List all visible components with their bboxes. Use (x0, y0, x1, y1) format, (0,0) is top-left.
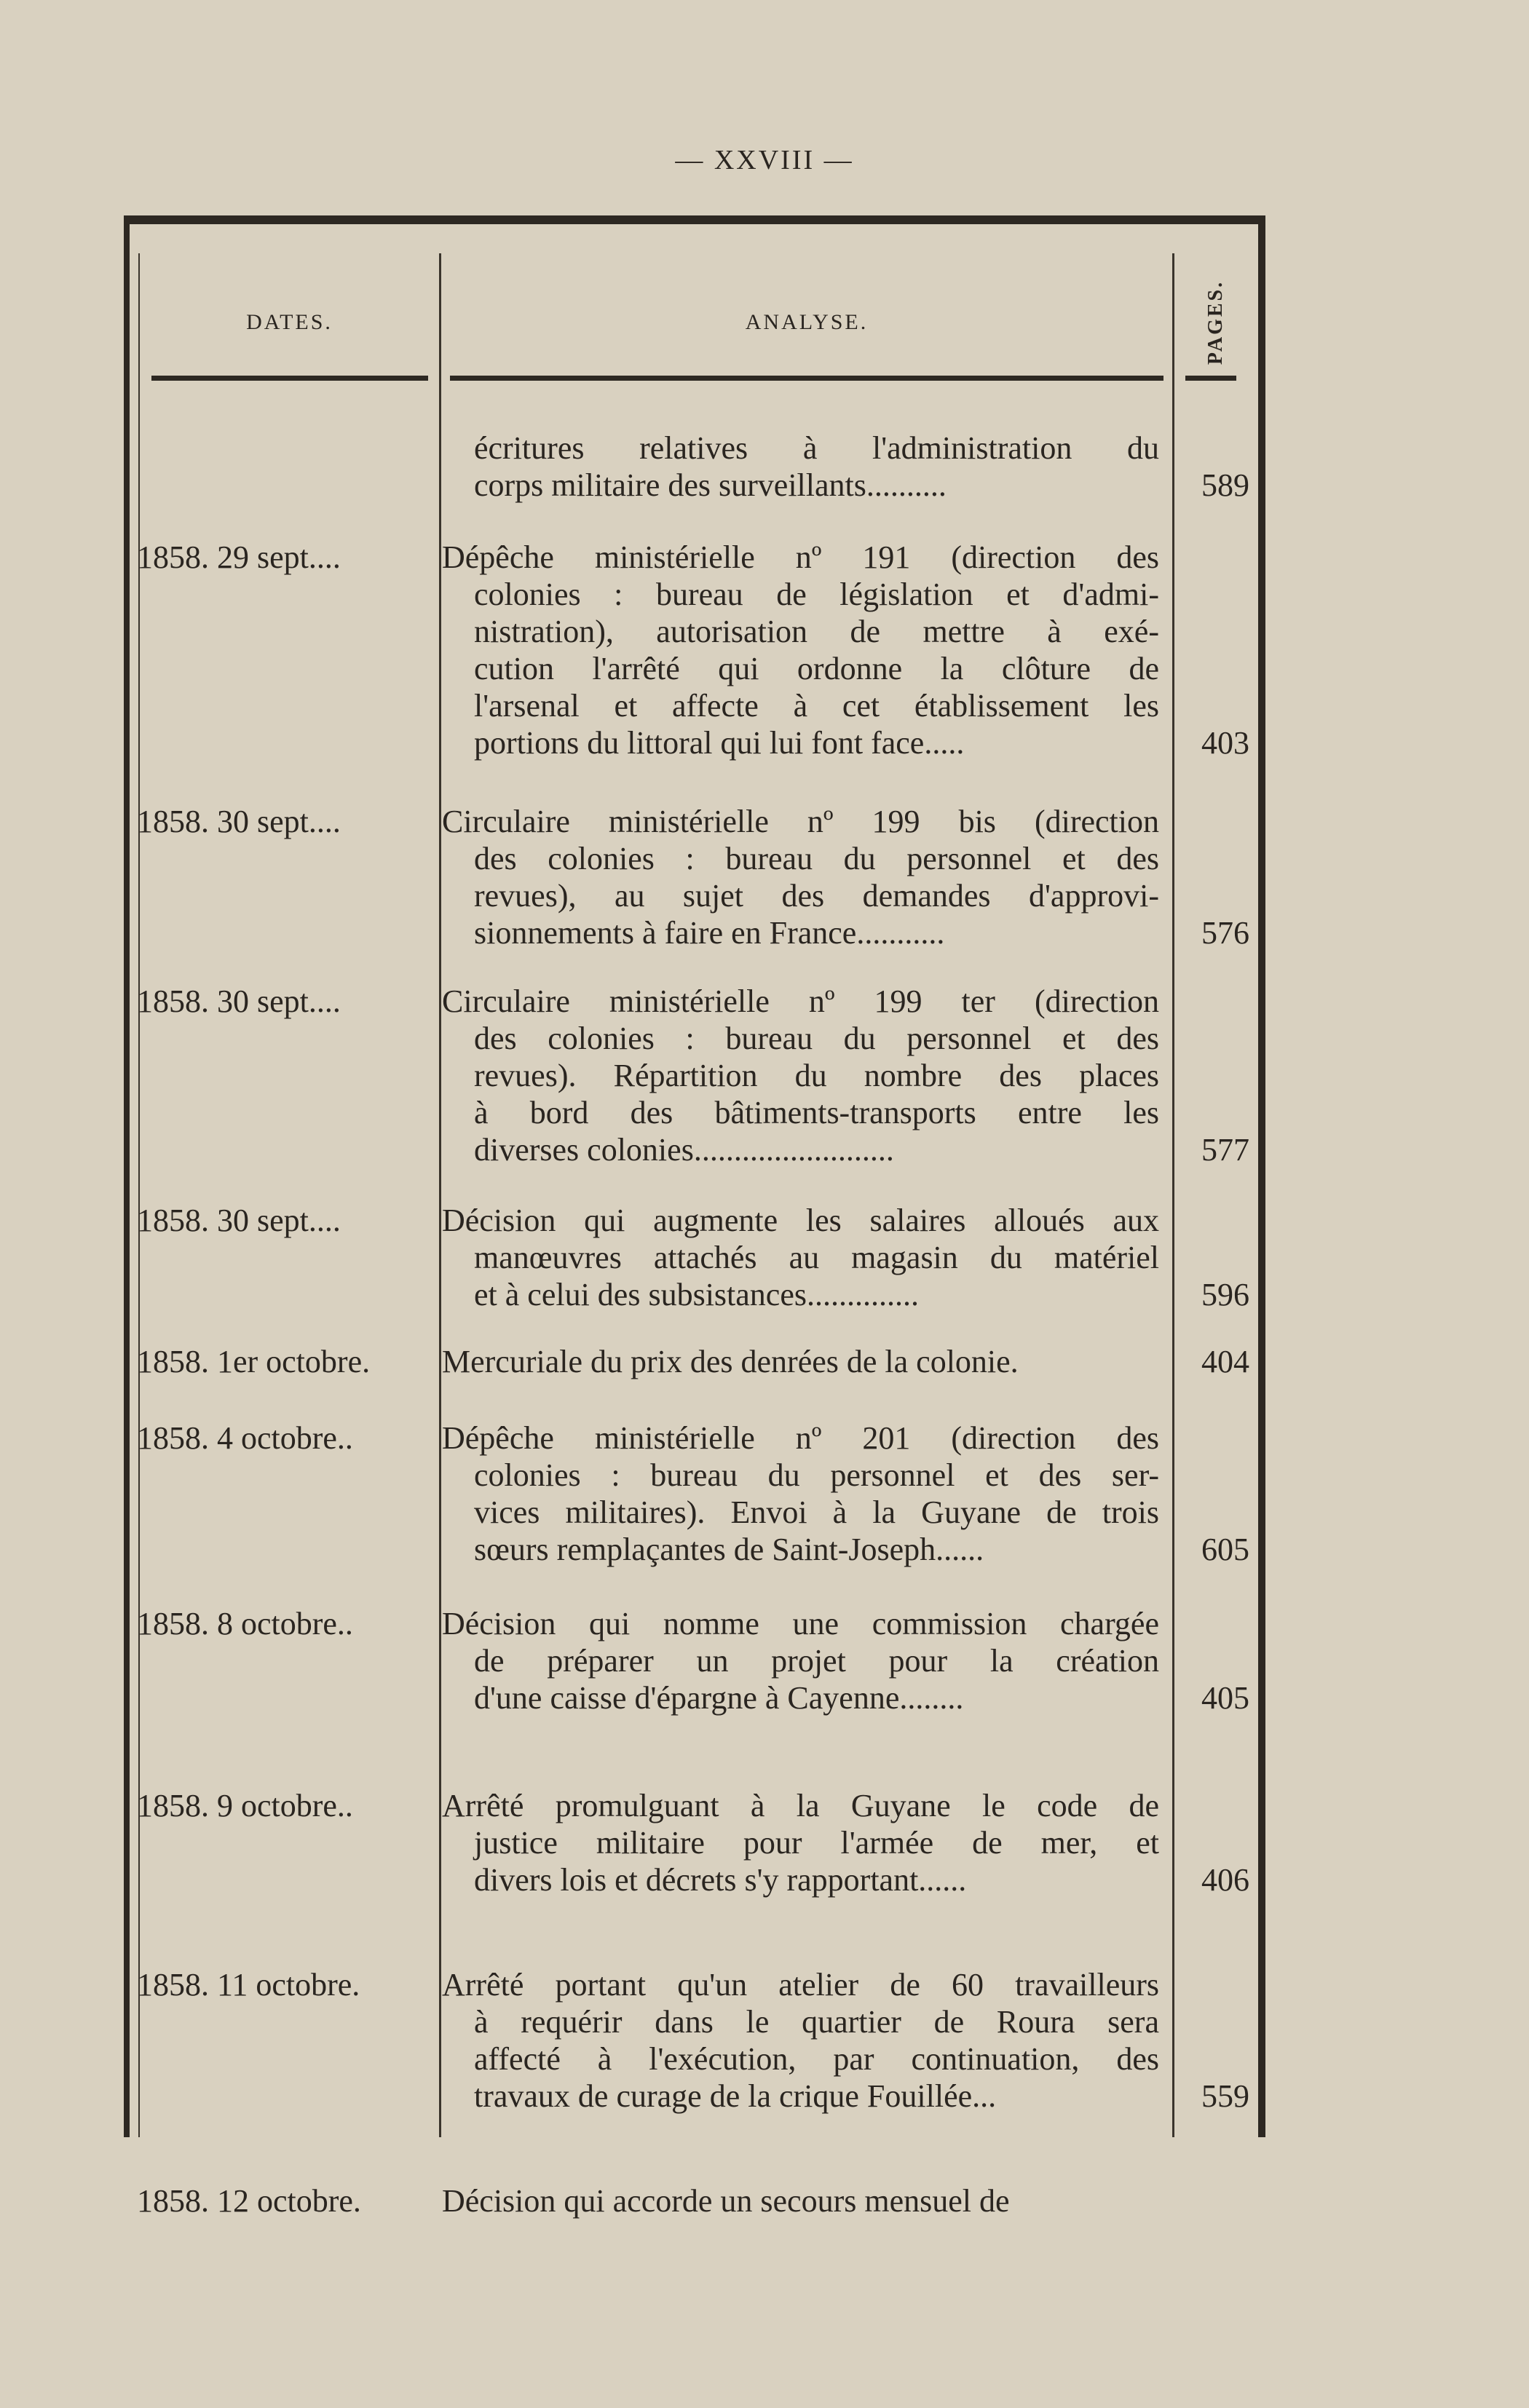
header-rule-analyse (450, 376, 1163, 381)
analysis-line: travaux de curage de la crique Fouillée... (474, 2078, 997, 2114)
analysis-line: revues), au sujet des demandes d'approvi- (474, 878, 1159, 914)
entry-page: 403 (1201, 725, 1249, 761)
entry-page: 577 (1201, 1132, 1249, 1168)
analysis-line: sionnements à faire en France........... (474, 915, 945, 951)
entry-date: 1858. 1er octobre. (137, 1344, 371, 1379)
entry-date: 1858. 30 sept.... (137, 1203, 341, 1238)
analysis-line: Dépêche ministérielle nº 191 (direction des (442, 539, 1159, 575)
analysis-line: à bord des bâtiments-transports entre les (474, 1095, 1159, 1130)
analysis-line: Décision qui accorde un secours mensuel de (442, 2183, 1010, 2219)
header-dates: DATES. (246, 310, 333, 334)
entry-page: 576 (1201, 915, 1249, 951)
header-rule-pages (1185, 376, 1236, 381)
entry-date: 1858. 8 octobre.. (137, 1606, 353, 1641)
analysis-line: l'arsenal et affecte à cet établissement les (474, 688, 1159, 724)
analysis-line: justice militaire pour l'armée de mer, et (474, 1825, 1159, 1861)
entry-date: 1858. 12 octobre. (137, 2183, 361, 2219)
header-pages (1174, 253, 1258, 392)
analysis-line: divers lois et décrets s'y rapportant...... (474, 1862, 967, 1898)
analysis-line: vices militaires). Envoi à la Guyane de trois (474, 1494, 1159, 1530)
page-number: — XXVIII — (675, 145, 854, 175)
entry-analysis (442, 1419, 1159, 1568)
entry-analysis (442, 1787, 1159, 1898)
analysis-line: des colonies : bureau du personnel et des (474, 841, 1159, 876)
entry-analysis (442, 2182, 1159, 2219)
analysis-line: sœurs remplaçantes de Saint-Joseph...... (474, 1532, 984, 1567)
analysis-line: et à celui des subsistances.............. (474, 1277, 919, 1312)
entry-date: 1858. 30 sept.... (137, 983, 341, 1019)
entry-date: 1858. 30 sept.... (137, 804, 341, 839)
entry-date: 1858. 29 sept.... (137, 539, 341, 575)
entry-page: 605 (1201, 1532, 1249, 1567)
analysis-line: d'une caisse d'épargne à Cayenne........ (474, 1680, 964, 1716)
entry-analysis (442, 1605, 1159, 1716)
entry-analysis (442, 539, 1159, 761)
inner-left-rule (138, 253, 140, 2137)
analysis-line: revues). Répartition du nombre des places (474, 1058, 1159, 1093)
analysis-line: cution l'arrêté qui ordonne la clôture de (474, 651, 1159, 686)
analysis-line: Arrêté portant qu'un atelier de 60 travailleurs (442, 1967, 1159, 2003)
entry-page: 589 (1201, 467, 1249, 503)
analysis-line: manœuvres attachés au magasin du matériel (474, 1240, 1159, 1275)
analysis-line: affecté à l'exécution, par continuation, des (474, 2041, 1159, 2077)
analysis-line: portions du littoral qui lui font face..... (474, 725, 965, 761)
analysis-line: Mercuriale du prix des denrées de la colonie. (442, 1344, 1019, 1379)
analysis-line: Décision qui augmente les salaires alloués aux (442, 1203, 1159, 1238)
entry-page: 406 (1201, 1862, 1249, 1898)
column-divider-pages (1172, 253, 1174, 2137)
analysis-line: diverses colonies......................... (474, 1132, 894, 1168)
analysis-line: à requérir dans le quartier de Roura sera (474, 2004, 1159, 2040)
analysis-line: Dépêche ministérielle nº 201 (direction des (442, 1420, 1159, 1456)
entry-date: 1858. 4 octobre.. (137, 1420, 353, 1456)
entry-analysis (442, 1202, 1159, 1313)
entry-analysis (442, 983, 1159, 1168)
analysis-line: colonies : bureau de législation et d'admi- (474, 577, 1159, 612)
entry-analysis (442, 1966, 1159, 2115)
entry-analysis (442, 429, 1159, 504)
entry-analysis (442, 803, 1159, 951)
analysis-line: écritures relatives à l'administration du (474, 430, 1159, 466)
entry-page: 596 (1201, 1277, 1249, 1312)
analysis-line: Circulaire ministérielle nº 199 ter (direction (442, 983, 1159, 1019)
analysis-line: Décision qui nomme une commission chargée (442, 1606, 1159, 1641)
entry-analysis (442, 1343, 1159, 1380)
analysis-line: Circulaire ministérielle nº 199 bis (direction (442, 804, 1159, 839)
analysis-line: colonies : bureau du personnel et des ser- (474, 1457, 1159, 1493)
entry-page: 405 (1201, 1680, 1249, 1716)
header-rule-dates (151, 376, 428, 381)
analysis-line: de préparer un projet pour la création (474, 1643, 1159, 1679)
header-analyse: ANALYSE. (745, 310, 869, 334)
analysis-line: corps militaire des surveillants.......... (474, 467, 947, 503)
column-divider-dates (439, 253, 441, 2137)
entry-page: 559 (1201, 2078, 1249, 2114)
header-pages-label: PAGES. (1204, 280, 1228, 365)
entry-date: 1858. 9 octobre.. (137, 1788, 353, 1823)
entry-date: 1858. 11 octobre. (137, 1967, 360, 2003)
analysis-line: Arrêté promulguant à la Guyane le code de (442, 1788, 1159, 1823)
entry-page: 404 (1201, 1344, 1249, 1379)
analysis-line: des colonies : bureau du personnel et des (474, 1021, 1159, 1056)
analysis-line: nistration), autorisation de mettre à exé- (474, 614, 1159, 649)
